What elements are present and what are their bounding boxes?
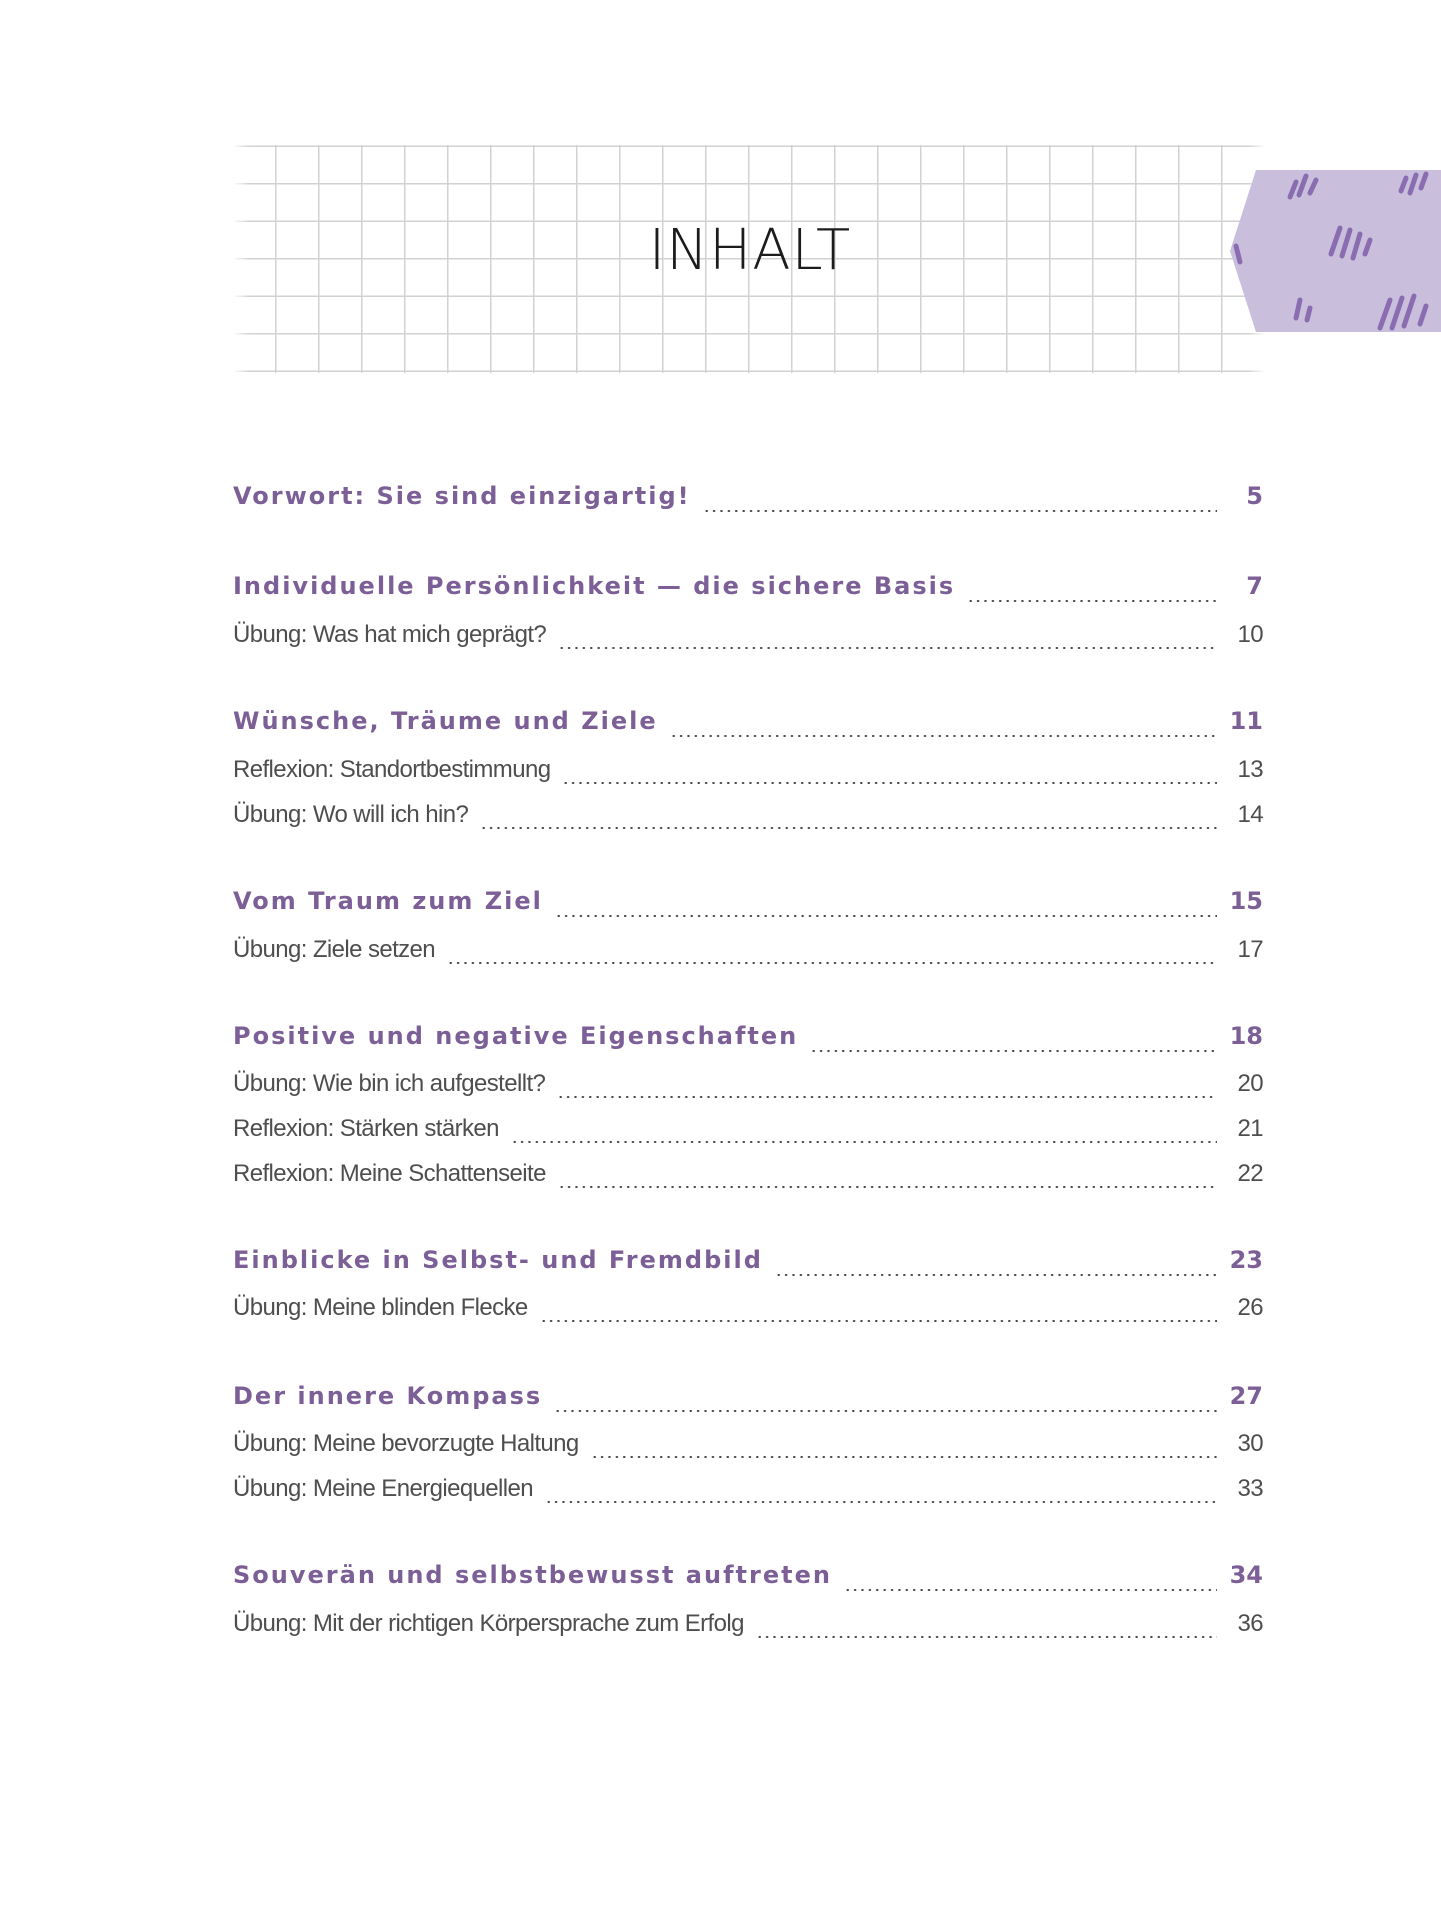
dot-leader: [670, 735, 1217, 737]
dot-leader: [554, 1410, 1217, 1412]
toc-page-number: 10: [1237, 621, 1263, 648]
toc-entry[interactable]: [233, 1610, 1263, 1646]
toc-label: Übung: Ziele setzen: [233, 936, 436, 963]
toc-page-number: 5: [1246, 482, 1263, 510]
washi-tape-decoration: [1230, 170, 1441, 332]
toc-entry[interactable]: [233, 1160, 1263, 1196]
toc-label: Übung: Meine bevorzugte Haltung: [233, 1430, 579, 1457]
toc-entry[interactable]: [233, 756, 1263, 792]
dot-leader: [480, 827, 1217, 829]
toc-page-number: 18: [1229, 1022, 1263, 1050]
toc-entry[interactable]: [233, 1382, 1263, 1418]
toc-entry[interactable]: [233, 707, 1263, 743]
toc-label: Reflexion: Stärken stärken: [233, 1115, 499, 1142]
toc-page-number: 33: [1237, 1475, 1263, 1502]
dot-leader: [558, 647, 1217, 649]
toc-page-number: 36: [1237, 1610, 1263, 1637]
dot-leader: [447, 962, 1217, 964]
toc-page-number: 22: [1237, 1160, 1263, 1187]
dot-leader: [558, 1186, 1217, 1188]
toc-page-number: 20: [1237, 1070, 1263, 1097]
toc-entry[interactable]: [233, 1430, 1263, 1466]
dot-leader: [756, 1636, 1217, 1638]
toc-page-number: 21: [1237, 1115, 1263, 1142]
toc-label: Souverän und selbstbewusst auftreten: [233, 1561, 832, 1589]
toc-entry[interactable]: [233, 621, 1263, 657]
dot-leader: [555, 915, 1217, 917]
toc-label: Übung: Was hat mich geprägt?: [233, 621, 547, 648]
toc-entry[interactable]: [233, 1246, 1263, 1282]
dot-leader: [703, 510, 1217, 512]
toc-page-number: 15: [1229, 887, 1263, 915]
toc-page-number: 17: [1237, 936, 1263, 963]
dot-leader: [545, 1501, 1217, 1503]
toc-label: Wünsche, Träume und Ziele: [233, 707, 658, 735]
toc-page-number: 34: [1229, 1561, 1263, 1589]
toc-page-number: 26: [1237, 1294, 1263, 1321]
dot-leader: [967, 600, 1217, 602]
toc-label: Übung: Meine blinden Flecke: [233, 1294, 528, 1321]
toc-label: Individuelle Persönlichkeit — die sichere Basis: [233, 572, 956, 600]
toc-entry[interactable]: [233, 482, 1263, 518]
toc-label: Übung: Wie bin ich aufgestellt?: [233, 1070, 546, 1097]
toc-label: Übung: Mit der richtigen Körpersprache zum Erfolg: [233, 1610, 744, 1637]
toc-label: Positive und negative Eigenschaften: [233, 1022, 799, 1050]
toc-entry[interactable]: [233, 1070, 1263, 1106]
toc-page-number: 27: [1229, 1382, 1263, 1410]
toc-label: Reflexion: Standortbestimmung: [233, 756, 551, 783]
toc-entry[interactable]: [233, 572, 1263, 608]
toc-entry[interactable]: [233, 887, 1263, 923]
dot-leader: [557, 1096, 1217, 1098]
toc-label: Reflexion: Meine Schattenseite: [233, 1160, 546, 1187]
toc-entry[interactable]: [233, 1022, 1263, 1058]
toc-entry[interactable]: [233, 801, 1263, 837]
toc-page-number: 13: [1237, 756, 1263, 783]
toc-label: Übung: Wo will ich hin?: [233, 801, 469, 828]
toc-entry[interactable]: [233, 1561, 1263, 1597]
toc-label: Vorwort: Sie sind einzigartig!: [233, 482, 691, 510]
dot-leader: [511, 1141, 1217, 1143]
toc-entry[interactable]: [233, 1475, 1263, 1511]
toc-label: Übung: Meine Energiequellen: [233, 1475, 534, 1502]
toc-label: Vom Traum zum Ziel: [233, 887, 543, 915]
toc-entry[interactable]: [233, 936, 1263, 972]
toc-entry[interactable]: [233, 1294, 1263, 1330]
toc-label: Einblicke in Selbst- und Fremdbild: [233, 1246, 763, 1274]
toc-page-number: 14: [1237, 801, 1263, 828]
toc-entry[interactable]: [233, 1115, 1263, 1151]
toc-page-number: 23: [1229, 1246, 1263, 1274]
dot-leader: [810, 1050, 1217, 1052]
dot-leader: [562, 782, 1217, 784]
toc-page-number: 11: [1229, 707, 1263, 735]
toc-page-number: 7: [1246, 572, 1263, 600]
dot-leader: [540, 1320, 1217, 1322]
dot-leader: [775, 1274, 1217, 1276]
dot-leader: [591, 1456, 1217, 1458]
toc-label: Der innere Kompass: [233, 1382, 543, 1410]
toc-page-number: 30: [1237, 1430, 1263, 1457]
dot-leader: [844, 1589, 1217, 1591]
page-title: INHALT: [648, 218, 852, 283]
